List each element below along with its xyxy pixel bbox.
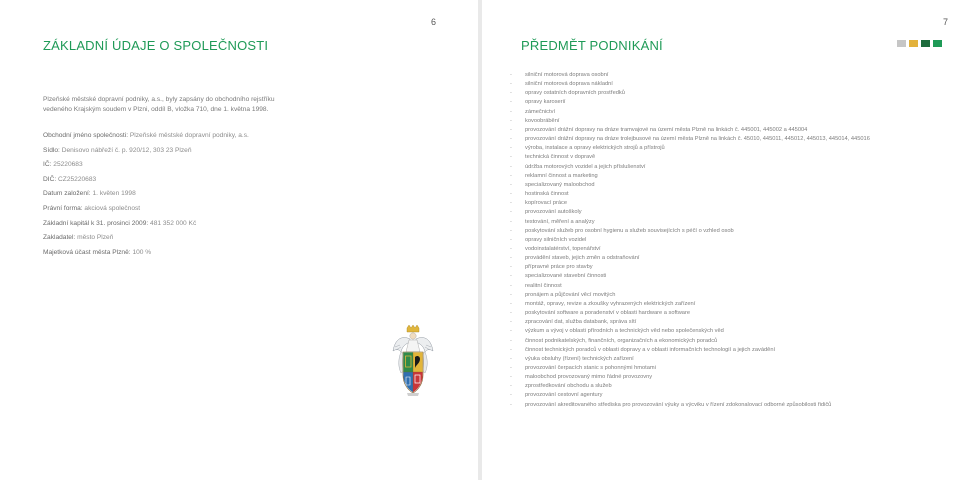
list-bullet: -: [510, 218, 512, 225]
list-bullet: -: [510, 282, 512, 289]
activity-text: maloobchod provozovaný mimo řádné provozovny: [525, 374, 653, 381]
left-page: [0, 0, 478, 480]
activity-text: činnost podnikatelských, finančních, organizačních a ekonomických poradců: [525, 337, 718, 344]
list-item: [510, 245, 950, 254]
list-item: [510, 263, 950, 272]
list-bullet: -: [510, 346, 512, 353]
fact-value: 100 %: [132, 248, 152, 256]
fact-row: [43, 176, 343, 191]
activity-text: specializovaný maloobchod: [525, 181, 595, 188]
list-bullet: -: [510, 191, 512, 198]
list-item: [510, 153, 950, 162]
list-item: [510, 382, 950, 391]
activity-text: provozování čerpacích stanic s pohonnými hmotami: [525, 365, 656, 371]
fact-value: 481 352 000 Kč: [150, 219, 197, 227]
list-item: [510, 80, 950, 89]
activity-text: zprostředkování obchodu a služeb: [525, 383, 612, 390]
list-item: [510, 135, 950, 144]
fact-row: [43, 147, 343, 162]
fact-value: akciová společnost: [84, 204, 141, 212]
list-item: [510, 89, 950, 98]
fact-label: Právní forma:: [43, 204, 83, 212]
list-bullet: -: [510, 200, 512, 207]
activity-text: zpracování dat, služba databank, správa sítí: [525, 319, 637, 326]
activity-text: provozování akreditovaného střediska pro provozování výuky a výcviku v řízení zdokonalovací odborné způsobilosti řidičů: [525, 401, 832, 408]
list-bullet: -: [510, 117, 512, 124]
list-bullet: -: [510, 145, 512, 152]
list-item: [510, 199, 950, 208]
list-bullet: -: [510, 209, 512, 216]
list-item: [510, 227, 950, 236]
activity-text: výroba, instalace a opravy elektrických strojů a přístrojů: [525, 145, 665, 152]
list-bullet: -: [510, 392, 512, 399]
list-bullet: -: [510, 264, 512, 271]
activity-text: vodoinstalatérství, topenářství: [525, 245, 601, 252]
list-item: [510, 373, 950, 382]
fact-label: IČ:: [43, 161, 52, 169]
list-bullet: -: [510, 300, 512, 307]
list-bullet: -: [510, 291, 512, 298]
list-item: [510, 300, 950, 309]
list-item: [510, 291, 950, 300]
list-bullet: -: [510, 365, 512, 371]
activity-text: hostinská činnost: [525, 191, 569, 198]
activity-text: kovoobrábění: [525, 117, 560, 124]
left-section-title: ZÁKLADNÍ ÚDAJE O SPOLEČNOSTI: [43, 38, 269, 53]
list-item: [510, 98, 950, 107]
list-item: [510, 254, 950, 263]
list-bullet: -: [510, 319, 512, 326]
activity-text: provádění staveb, jejich změn a odstraňování: [525, 255, 640, 262]
list-item: [510, 117, 950, 126]
fact-row: [43, 234, 343, 249]
list-bullet: -: [510, 99, 512, 106]
list-item: [510, 337, 950, 346]
activity-text: specializované stavební činnosti: [525, 273, 607, 280]
activity-text: výuka obsluhy (řízení) technických zařízení: [525, 355, 634, 362]
activity-text: činnost technických poradců v oblasti dopravy a v oblasti informačních technologií a jejich zavádění: [525, 346, 776, 353]
list-bullet: -: [510, 108, 512, 115]
right-section-title: PŘEDMĚT PODNIKÁNÍ: [521, 38, 663, 53]
list-item: [510, 108, 950, 117]
list-item: [510, 163, 950, 172]
list-bullet: -: [510, 310, 512, 317]
color-swatches: [897, 40, 942, 47]
fact-label: DIČ:: [43, 175, 57, 183]
list-bullet: -: [510, 236, 512, 243]
activity-text: silniční motorová doprava nákladní: [525, 81, 613, 88]
page-number-right: 7: [942, 17, 948, 27]
list-item: [510, 282, 950, 291]
fact-value: CZ25220683: [58, 175, 97, 183]
color-swatch: [933, 40, 942, 47]
activity-text: silniční motorová doprava osobní: [525, 72, 609, 78]
activity-text: údržba motorových vozidel a jejich příslušenství: [525, 163, 646, 170]
list-bullet: -: [510, 328, 512, 335]
fact-row: [43, 190, 343, 205]
fact-row: [43, 205, 343, 220]
activity-text: opravy karoserií: [525, 99, 566, 106]
activity-text: poskytování služeb pro osobní hygienu a služeb souvisejících s péčí o vzhled osob: [525, 227, 734, 234]
list-bullet: -: [510, 126, 512, 133]
list-bullet: -: [510, 337, 512, 344]
list-bullet: -: [510, 90, 512, 97]
activity-text: přípravné práce pro stavby: [525, 264, 593, 271]
list-item: [510, 190, 950, 199]
color-swatch: [897, 40, 906, 47]
list-item: [510, 218, 950, 227]
list-bullet: -: [510, 383, 512, 390]
fact-label: Majetková účast města Plzně:: [43, 248, 131, 256]
list-bullet: -: [510, 355, 512, 362]
list-bullet: -: [510, 136, 512, 143]
activity-text: výzkum a vývoj v oblasti přírodních a technických věd nebo společenských věd: [525, 328, 724, 335]
list-bullet: -: [510, 401, 512, 408]
list-bullet: -: [510, 273, 512, 280]
list-item: [510, 236, 950, 245]
activity-text: provozování drážní dopravy na dráze tramvajové na území města Plzně na linkách č. 445001, 445002 a 445004: [525, 126, 808, 133]
list-bullet: -: [510, 163, 512, 170]
color-swatch: [909, 40, 918, 47]
right-page: [482, 0, 960, 480]
list-item: [510, 71, 950, 80]
list-item: [510, 208, 950, 217]
activity-text: testování, měření a analýzy: [525, 218, 595, 225]
list-item: [510, 181, 950, 190]
page-number-left: 6: [430, 17, 436, 27]
activity-text: opravy silničních vozidel: [525, 236, 587, 243]
list-item: [510, 318, 950, 327]
company-registration-text: Plzeňské městské dopravní podniky, a.s., byly zapsány do obchodního rejstříku vedeného Krajským soudem v Plzni, oddíl B, vložka 710, dne 1. května 1998.: [43, 96, 275, 113]
activity-text: provozování autoškoly: [525, 209, 582, 216]
activity-text: provozování drážní dopravy na dráze trolejbusové na území města Plzně na linkách č. 45010, 445011, 445012, 445013, 445014, 445016: [525, 136, 870, 143]
fact-value: Plzeňské městské dopravní podniky, a.s.: [129, 132, 249, 139]
activity-text: poskytování software a poradenství v oblasti hardware a software: [525, 310, 691, 317]
fact-label: Datum založení:: [43, 190, 91, 198]
list-item: [510, 172, 950, 181]
list-item: [510, 126, 950, 135]
activity-text: pronájem a půjčování věcí movitých: [525, 291, 616, 298]
fact-value: 1. květen 1998: [92, 190, 136, 198]
list-item: [510, 346, 950, 355]
fact-row: [43, 161, 343, 176]
list-bullet: -: [510, 172, 512, 179]
activity-text: realitní činnost: [525, 282, 562, 289]
activity-text: opravy ostatních dopravních prostředků: [525, 90, 625, 97]
company-facts: [43, 132, 343, 263]
fact-row: [43, 132, 343, 147]
list-item: [510, 309, 950, 318]
fact-row: [43, 220, 343, 235]
activity-text: reklamní činnost a marketing: [525, 172, 598, 179]
list-bullet: -: [510, 245, 512, 252]
list-item: [510, 364, 950, 373]
list-item: [510, 144, 950, 153]
activity-text: kopírovací práce: [525, 200, 568, 207]
activity-text: zámečnictví: [525, 108, 556, 115]
fact-label: Zakladatel:: [43, 234, 76, 242]
list-bullet: -: [510, 72, 512, 78]
list-bullet: -: [510, 81, 512, 88]
list-bullet: -: [510, 255, 512, 262]
activity-text: technická činnost v dopravě: [525, 154, 596, 161]
activity-text: provozování cestovní agentury: [525, 392, 603, 399]
list-item: [510, 272, 950, 281]
business-activities-list: [510, 71, 950, 410]
fact-label: Obchodní jméno společnosti:: [43, 132, 129, 139]
fact-value: Denisovo nábřeží č. p. 920/12, 303 23 Plzeň: [61, 146, 192, 154]
fact-label: Sídlo:: [43, 146, 60, 154]
fact-value: město Plzeň: [77, 234, 114, 242]
list-item: [510, 355, 950, 364]
list-item: [510, 327, 950, 336]
list-item: [510, 401, 950, 410]
city-coat-of-arms-icon: [392, 325, 434, 397]
fact-row: [43, 249, 343, 264]
fact-value: 25220683: [53, 161, 83, 169]
list-bullet: -: [510, 227, 512, 234]
list-bullet: -: [510, 374, 512, 381]
list-bullet: -: [510, 181, 512, 188]
activity-text: montáž, opravy, revize a zkoušky vyhrazených elektrických zařízení: [525, 300, 696, 307]
color-swatch: [921, 40, 930, 47]
list-item: [510, 391, 950, 400]
fact-label: Základní kapitál k 31. prosinci 2009:: [43, 219, 149, 227]
list-bullet: -: [510, 154, 512, 161]
